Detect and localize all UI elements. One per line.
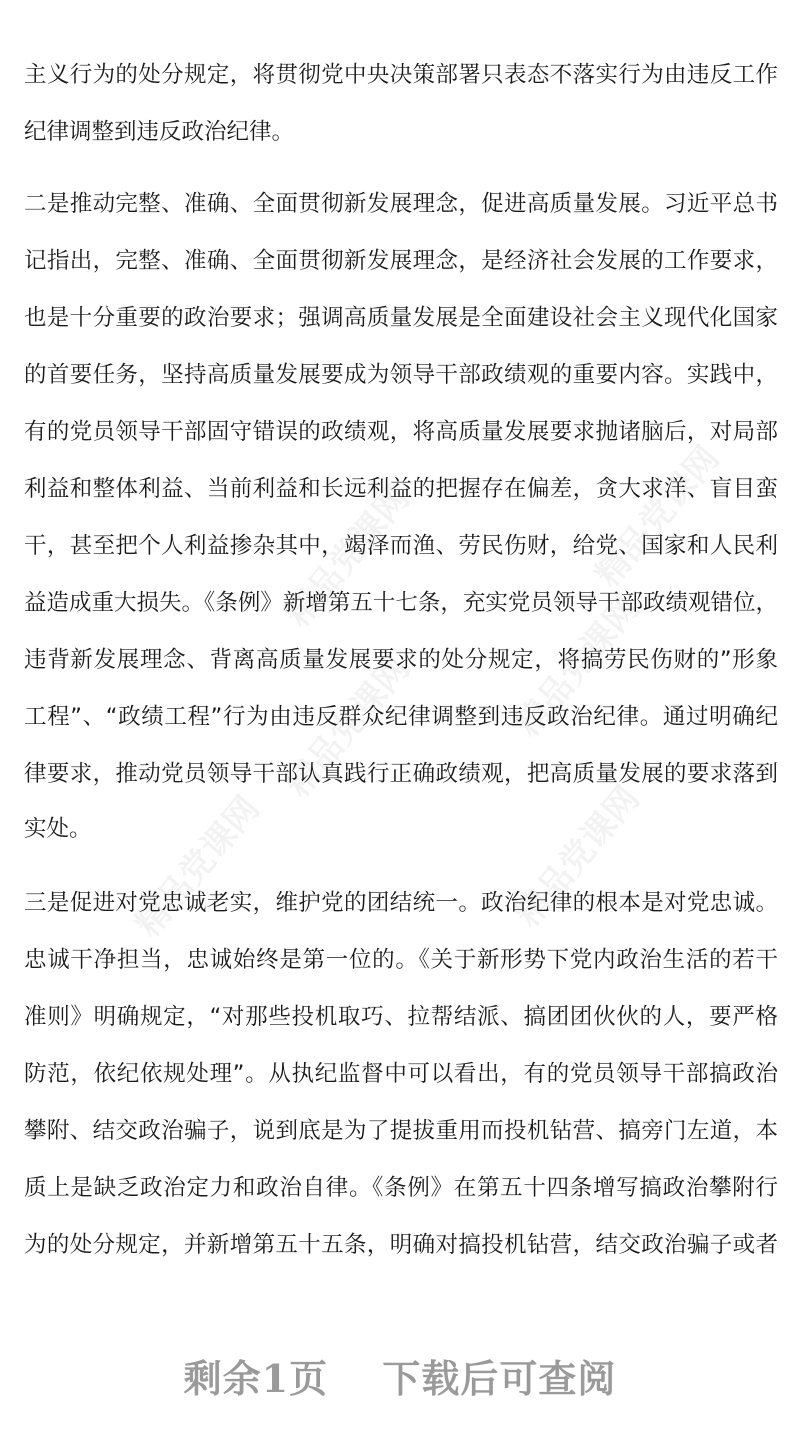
text-line: 实处。 [24,816,92,842]
watermark: 精品党课网 [507,588,648,745]
text-line: 二是推动完整、准确、全面贯彻新发展理念，促进高质量发展。习近平总书 [24,191,778,217]
text-line: 质上是缺乏政治定力和政治自律。《条例》在第五十四条增写搞政治攀附行 [24,1175,778,1201]
text-line: 纪律调整到违反政治纪律。 [24,119,295,145]
text-line: 为的处分规定，并新增第五十五条，明确对搞投机钻营，结交政治骗子或者 [24,1232,778,1258]
text-line: 也是十分重要的政治要求；强调高质量发展是全面建设社会主义现代化国家 [24,305,778,331]
text-line: 有的党员领导干部固守错误的政绩观，将高质量发展要求抛诸脑后，对局部 [24,419,778,445]
text-line: 防范，依纪依规处理”。从执纪监督中可以看出，有的党员领导干部搞政治 [24,1061,778,1087]
text-line: 三是促进对党忠诚老实，维护党的团结统一。政治纪律的根本是对党忠诚。 [24,890,778,916]
text-line: 的首要任务，坚持高质量发展要成为领导干部政绩观的重要内容。实践中， [24,362,778,388]
text-line: 违背新发展理念、背离高质量发展要求的处分规定，将搞劳民伤财的”形象 [24,647,778,673]
watermark: 精品党课网 [507,778,648,935]
download-to-read-label[interactable]: 下载后可查阅 [382,1356,617,1401]
text-line: 利益和整体利益、当前利益和长远利益的把握存在偏差，贪大求洋、盲目蛮 [24,476,778,502]
text-line: 主义行为的处分规定，将贯彻党中央决策部署只表态不落实行为由违反工作 [24,62,778,88]
watermark: 精品党课网 [277,478,418,635]
remaining-pages-label: 剩余1页 [183,1356,329,1401]
watermark: 精品党课网 [127,788,268,945]
text-line: 记指出，完整、准确、全面贯彻新发展理念，是经济社会发展的工作要求， [24,248,778,274]
text-line: 工程”、“政绩工程”行为由违反群众纪律调整到违反政治纪律。通过明确纪 [24,704,778,730]
text-line: 干，甚至把个人利益掺杂其中，竭泽而渔、劳民伤财，给党、国家和人民利 [24,533,778,559]
text-line: 准则》明确规定，“对那些投机取巧、拉帮结派、搞团团伙伙的人，要严格 [24,1004,778,1030]
watermark: 精品党课网 [587,438,728,595]
text-line: 律要求，推动党员领导干部认真践行正确政绩观，把高质量发展的要求落到 [24,761,778,787]
text-line: 忠诚干净担当，忠诚始终是第一位的。《关于新形势下党内政治生活的若干 [24,947,778,973]
download-prompt[interactable] [0,1348,800,1403]
watermark: 精品党课网 [277,648,418,805]
text-line: 攀附、结交政治骗子，说到底是为了提拔重用而投机钻营、搞旁门左道，本 [24,1118,778,1144]
text-line: 益造成重大损失。《条例》新增第五十七条，充实党员领导干部政绩观错位， [24,590,778,616]
